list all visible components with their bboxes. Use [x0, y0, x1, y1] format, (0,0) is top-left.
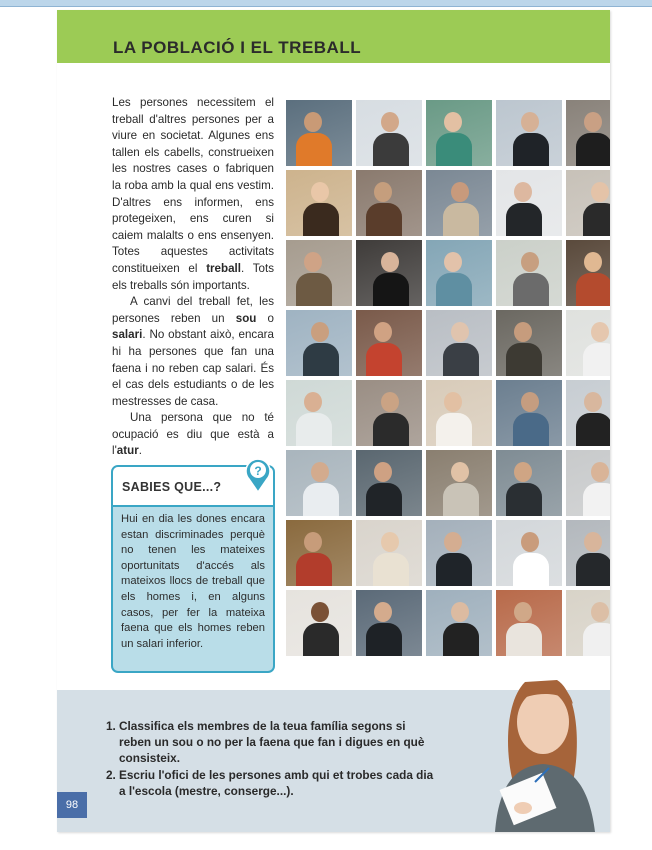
person-head	[451, 602, 469, 622]
person-torso	[513, 553, 549, 586]
question-pin-icon	[244, 455, 272, 493]
worker-photo	[286, 310, 352, 376]
worker-photo	[286, 520, 352, 586]
person-head	[311, 462, 329, 482]
paragraph-1: Les persones necessitem el treball d'altres persones per a viure en societat. Algunes ens tallen els cabells, construeixen les nostres cases o fabriquen la roba amb la qual ens vestim. D'altres ens informen, ens protegeixen, ens curen si caiem malalts o ens ensenyen. Totes aquestes activitats constitueixen el treball. Tots els treballs són importants.	[112, 96, 274, 292]
person-head	[444, 532, 462, 552]
person-torso	[583, 483, 610, 516]
person-head	[584, 392, 602, 412]
person-head	[311, 602, 329, 622]
worker-photo	[566, 100, 610, 166]
worker-photo	[566, 590, 610, 656]
worker-photo	[566, 240, 610, 306]
person-torso	[296, 273, 332, 306]
worker-photo	[286, 450, 352, 516]
worker-photo	[286, 590, 352, 656]
worker-photo	[566, 380, 610, 446]
person-head	[521, 392, 539, 412]
callout-title: SABIES QUE...?	[122, 480, 222, 494]
worker-photo	[496, 240, 562, 306]
person-torso	[296, 553, 332, 586]
worker-photo	[426, 450, 492, 516]
textbook-page	[57, 10, 610, 832]
person-torso	[303, 623, 339, 656]
person-head	[304, 112, 322, 132]
worker-photo	[426, 240, 492, 306]
title-bar	[57, 10, 610, 63]
person-head	[514, 322, 532, 342]
person-torso	[506, 343, 542, 376]
person-torso	[366, 203, 402, 236]
worker-photo	[286, 100, 352, 166]
exercise-1-text: Classifica els membres de la teua família segons si reben un sou o no per la faena que fan i digues en què consisteix.	[119, 719, 425, 765]
person-torso	[436, 553, 472, 586]
person-head	[304, 392, 322, 412]
worker-photo	[496, 380, 562, 446]
paragraph-3: Una persona que no té ocupació es diu que està a l'atur.	[112, 411, 274, 458]
body-text	[112, 95, 274, 460]
person-torso	[576, 273, 610, 306]
person-torso	[373, 553, 409, 586]
person-torso	[443, 483, 479, 516]
person-head	[381, 532, 399, 552]
worker-photo	[356, 380, 422, 446]
worker-photo	[356, 520, 422, 586]
person-head	[591, 322, 609, 342]
person-torso	[506, 483, 542, 516]
person-head	[591, 462, 609, 482]
person-head	[451, 322, 469, 342]
person-torso	[436, 413, 472, 446]
person-head	[451, 182, 469, 202]
worker-photo	[426, 310, 492, 376]
exercise-1-number: 1.	[106, 719, 116, 733]
person-torso	[506, 623, 542, 656]
person-torso	[576, 553, 610, 586]
worker-photo	[426, 170, 492, 236]
paragraph-2: A canvi del treball fet, les persones reben un sou o salari. No obstant això, encara hi ha persones que fan una faena i no reben cap salari. És el cas dels estudiants o de les mestresses de casa.	[112, 295, 275, 408]
person-head	[374, 602, 392, 622]
worker-photo	[566, 310, 610, 376]
person-head	[591, 602, 609, 622]
person-head	[444, 252, 462, 272]
person-head	[514, 462, 532, 482]
person-torso	[373, 273, 409, 306]
girl-writing-illustration	[465, 662, 610, 832]
person-torso	[583, 623, 610, 656]
person-head	[374, 182, 392, 202]
workers-photo-grid	[286, 100, 610, 660]
person-head	[304, 252, 322, 272]
worker-photo	[496, 100, 562, 166]
person-head	[444, 112, 462, 132]
person-torso	[583, 343, 610, 376]
person-torso	[366, 623, 402, 656]
person-torso	[303, 203, 339, 236]
exercise-2	[106, 767, 439, 799]
scan-top-edge	[0, 0, 652, 7]
worker-photo	[286, 170, 352, 236]
person-torso	[443, 343, 479, 376]
person-head	[374, 322, 392, 342]
worker-photo	[356, 590, 422, 656]
exercise-2-number: 2.	[106, 768, 116, 782]
person-head	[374, 462, 392, 482]
exercise-2-text: Escriu l'ofici de les persones amb qui et trobes cada dia a l'escola (mestre, conserge...).	[119, 768, 434, 798]
worker-photo	[286, 240, 352, 306]
page-number: 98	[57, 792, 87, 818]
person-head	[381, 252, 399, 272]
worker-photo	[356, 310, 422, 376]
person-torso	[366, 483, 402, 516]
worker-photo	[496, 170, 562, 236]
person-torso	[303, 483, 339, 516]
person-head	[444, 392, 462, 412]
person-torso	[513, 133, 549, 166]
worker-photo	[356, 170, 422, 236]
worker-photo	[426, 520, 492, 586]
person-torso	[373, 413, 409, 446]
worker-photo	[426, 100, 492, 166]
person-torso	[296, 133, 332, 166]
callout-text: Hui en dia les dones encara estan discriminades perquè no tenen les mateixes oportunitats d'accés als mateixos llocs de treball que els homes i, en alguns casos, per fer la mateixa faena que els homes reben un salari inferior.	[121, 513, 265, 650]
worker-photo	[426, 380, 492, 446]
worker-photo	[496, 450, 562, 516]
person-torso	[513, 273, 549, 306]
person-torso	[443, 203, 479, 236]
worker-photo	[566, 170, 610, 236]
worker-photo	[356, 100, 422, 166]
did-you-know-box	[111, 465, 275, 673]
person-torso	[443, 623, 479, 656]
person-head	[584, 112, 602, 132]
person-head	[521, 112, 539, 132]
worker-photo	[566, 450, 610, 516]
person-torso	[296, 413, 332, 446]
worker-photo	[356, 450, 422, 516]
worker-photo	[496, 520, 562, 586]
worker-photo	[496, 590, 562, 656]
person-torso	[366, 343, 402, 376]
person-head	[451, 462, 469, 482]
person-head	[584, 252, 602, 272]
person-torso	[576, 413, 610, 446]
worker-photo	[286, 380, 352, 446]
page-title: LA POBLACIÓ I EL TREBALL	[113, 38, 362, 57]
person-head	[591, 182, 609, 202]
person-torso	[436, 133, 472, 166]
person-torso	[436, 273, 472, 306]
person-head	[521, 532, 539, 552]
worker-photo	[426, 590, 492, 656]
person-head	[311, 322, 329, 342]
person-head	[381, 112, 399, 132]
person-head	[514, 602, 532, 622]
person-head	[381, 392, 399, 412]
question-mark: ?	[254, 464, 262, 478]
person-torso	[583, 203, 610, 236]
person-torso	[576, 133, 610, 166]
worker-photo	[566, 520, 610, 586]
exercise-1	[106, 718, 439, 766]
person-torso	[373, 133, 409, 166]
person-head	[584, 532, 602, 552]
person-head	[311, 182, 329, 202]
worker-photo	[496, 310, 562, 376]
person-head	[514, 182, 532, 202]
person-torso	[303, 343, 339, 376]
worker-photo	[356, 240, 422, 306]
person-head	[304, 532, 322, 552]
person-head	[521, 252, 539, 272]
person-torso	[513, 413, 549, 446]
person-torso	[506, 203, 542, 236]
